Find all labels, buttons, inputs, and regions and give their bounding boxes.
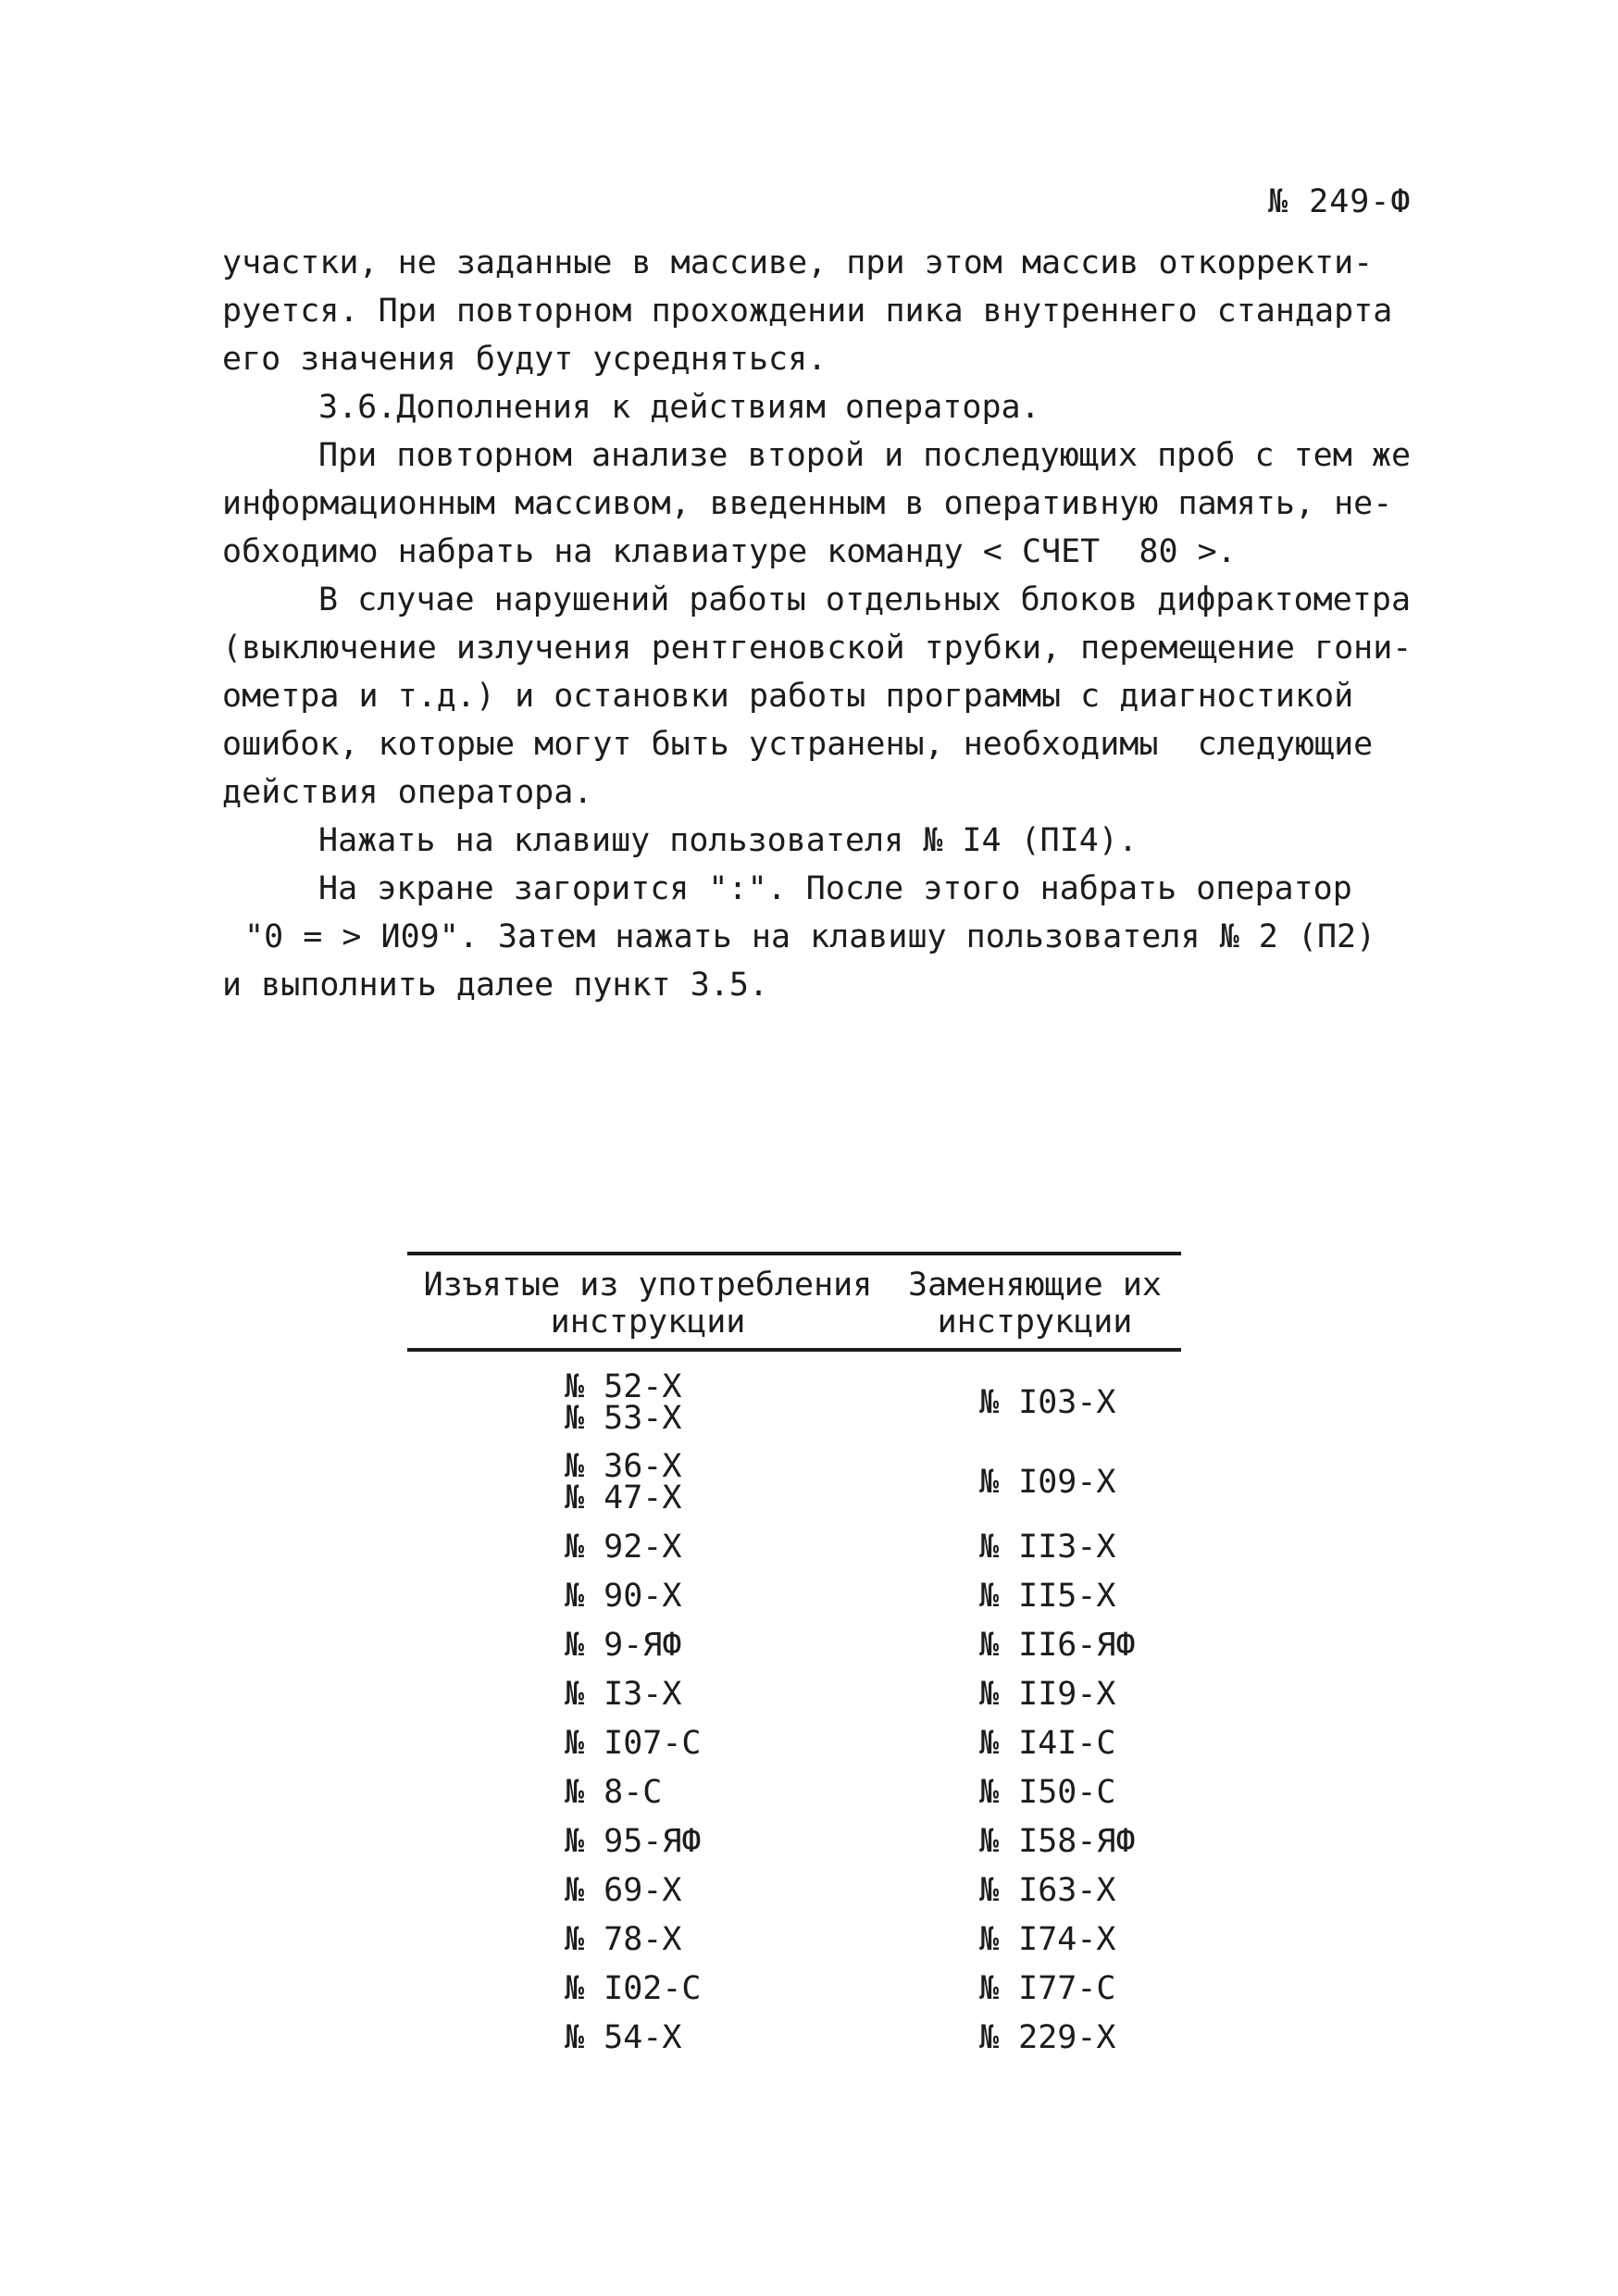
withdrawn-cell (407, 1368, 889, 1437)
withdrawn-cell: № 8-С (565, 1773, 663, 1811)
header-withdrawn-line2: инструкции (550, 1304, 746, 1341)
table-row (407, 1866, 1181, 1915)
text-line: (выключение излучения рентгеновской трубки, перемещение гони- (222, 630, 1413, 667)
replacing-cell: № I4I-С (979, 1724, 1116, 1762)
text-line: руется. При повторном прохождении пика внутреннего стандарта (222, 293, 1393, 330)
withdrawn-cell: № 69-Х (565, 1871, 682, 1909)
withdrawn-cell: № 90-Х (565, 1577, 682, 1615)
text-line: его значения будут усредняться. (222, 341, 828, 378)
table-row (407, 1718, 1181, 1767)
text-line: Нажать на клавишу пользователя № I4 (ПI4). (318, 822, 1139, 859)
replacing-cell: № I74-Х (979, 1920, 1116, 1958)
withdrawn-cell (407, 1448, 889, 1516)
table-row (407, 1442, 1181, 1522)
header-replacing-line2: инструкции (937, 1304, 1133, 1341)
table-row (407, 1964, 1181, 2013)
table-row (407, 1767, 1181, 1816)
withdrawn-cell: № 92-Х (565, 1528, 682, 1566)
withdrawn-value: № 36-Х (565, 1448, 682, 1485)
header-withdrawn-line1: Изъятые из употребления (423, 1267, 873, 1304)
replacing-cell: № I63-Х (979, 1871, 1116, 1909)
replacing-cell: № I58-ЯФ (979, 1822, 1136, 1860)
withdrawn-cell: № I3-Х (565, 1675, 682, 1713)
table-row (407, 1915, 1181, 1964)
withdrawn-cell: № I07-С (565, 1724, 702, 1762)
replacing-cell: № I09-Х (979, 1464, 1116, 1501)
table-row (407, 1816, 1181, 1866)
table-header (407, 1267, 1181, 1341)
text-line: В случае нарушений работы отдельных блоков дифрактометра (318, 581, 1412, 618)
text-line: участки, не заданные в массиве, при этом массив откорректи- (222, 244, 1374, 281)
text-line: На экране загорится ":". После этого набрать оператор (318, 870, 1352, 907)
text-line: действия оператора. (222, 774, 593, 811)
table-row (407, 1669, 1181, 1718)
table-row (407, 1522, 1181, 1571)
text-line: обходимо набрать на клавиатуре команду < СЧЕТ 80 >. (222, 533, 1237, 570)
replacing-cell: № I03-Х (979, 1384, 1116, 1421)
header-withdrawn (407, 1267, 889, 1341)
table-row (407, 2013, 1181, 2062)
withdrawn-cell: № 78-Х (565, 1920, 682, 1958)
text-line: информационным массивом, введенным в оперативную память, не- (222, 485, 1393, 522)
text-line: и выполнить далее пункт 3.5. (222, 967, 769, 1004)
withdrawn-value: № 52-Х (565, 1368, 682, 1405)
section-heading: 3.6.Дополнения к действиям оператора. (318, 389, 1040, 426)
table-row (407, 1363, 1181, 1442)
replacing-cell: № 229-Х (979, 2018, 1116, 2056)
body-text (222, 239, 1453, 1009)
withdrawn-cell: № I02-С (565, 1969, 702, 2007)
replacement-table (407, 1252, 1181, 2062)
text-line: ометра и т.д.) и остановки работы программы с диагностикой (222, 678, 1354, 715)
header-replacing-line1: Заменяющие их (908, 1267, 1162, 1304)
text-line: ошибок, которые могут быть устранены, необходимы следующие (222, 726, 1374, 763)
withdrawn-value: № 53-Х (565, 1400, 682, 1437)
document-number: № 249-Ф (1268, 183, 1412, 220)
header-replacing (889, 1267, 1181, 1341)
text-line: "0 = > И09". Затем нажать на клавишу пользователя № 2 (П2) (244, 918, 1376, 955)
replacing-cell: № II3-Х (979, 1528, 1116, 1566)
replacing-cell: № I77-С (979, 1969, 1116, 2007)
withdrawn-cell: № 54-Х (565, 2018, 682, 2056)
table-row (407, 1571, 1181, 1620)
table-row (407, 1620, 1181, 1669)
withdrawn-value: № 47-Х (565, 1479, 682, 1516)
table-top-rule (407, 1252, 1181, 1255)
replacing-cell: № II9-Х (979, 1675, 1116, 1713)
replacing-cell: № I50-С (979, 1773, 1116, 1811)
table-header-rule (407, 1348, 1181, 1352)
replacing-cell: № II5-Х (979, 1577, 1116, 1615)
replacing-cell: № II6-ЯФ (979, 1626, 1136, 1664)
text-line: При повторном анализе второй и последующих проб с тем же (318, 437, 1412, 474)
withdrawn-cell: № 95-ЯФ (565, 1822, 702, 1860)
withdrawn-cell: № 9-ЯФ (565, 1626, 682, 1664)
